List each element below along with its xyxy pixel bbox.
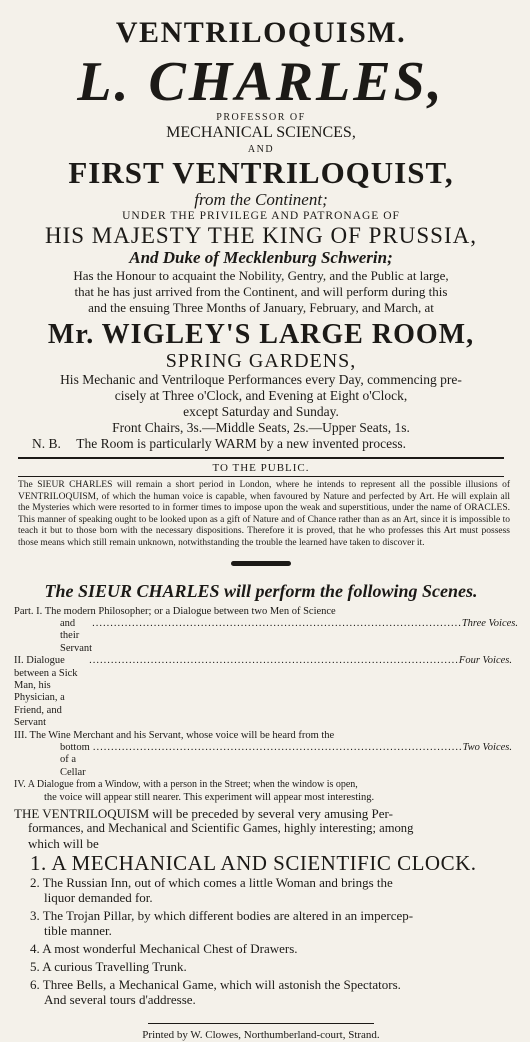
game-line: tible manner. <box>44 923 112 939</box>
from-continent-text: from the Continent; <box>194 190 328 209</box>
voices-count: Three Voices. <box>461 617 519 629</box>
clock-heading: 1. A MECHANICAL AND SCIENTIFIC CLOCK. <box>30 851 477 876</box>
dotted-leader: ...................................................................................................... <box>92 617 462 629</box>
voices-count: Four Voices. <box>458 655 512 667</box>
professor-of-text: PROFESSOR OF <box>216 112 306 123</box>
divider <box>148 1023 374 1024</box>
announcement-line: and the ensuing Three Months of January, February, and March, at <box>88 300 434 315</box>
dotted-leader: ...................................................................................................... <box>89 655 459 667</box>
games-list <box>10 875 512 1007</box>
announcement <box>10 268 512 316</box>
mechanical-sciences-text: MECHANICAL SCIENCES, <box>166 124 356 141</box>
ventriloquism-note <box>10 806 512 851</box>
note-line: formances, and Mechanical and Scientific Games, highly interesting; among <box>28 821 414 836</box>
scenes-title: The SIEUR CHARLES will perform the following Scenes. <box>44 580 478 601</box>
scene-item <box>10 779 512 804</box>
voices-count: Two Voices. <box>462 742 512 754</box>
scene-line: II. Dialogue between a Sick Man, his Physician, a Friend, and Servant <box>14 655 78 729</box>
divider <box>18 476 504 477</box>
game-line: 2. The Russian Inn, out of which comes a little Woman and brings the <box>30 875 393 891</box>
performance-times: His Mechanic and Ventriloque Performances every Day, commencing pre- <box>60 372 462 387</box>
scene-item <box>10 655 512 729</box>
scene-item <box>10 605 519 656</box>
to-public-body: The SIEUR CHARLES will remain a short period in London, where he intends to represent all the possible illusions of VENTRILOQUISM, of which the human voice is capable, when favoured by Nature and perfected by Art. He will explain all the Mysteries which were resorted to in former times to impose upon the weak and superstitious, under the name of ORACLES. This manner of speaking ought to be looked upon as a gift of Nature and of Chance rather than as an Art, since it is impossible to teach it but to those born with the necessary dispositions. Therefore it is proved, that he who professes this Art must possess those means which still remain unknown, notwithstanding the trouble the learned have taken to discover it. <box>18 480 510 548</box>
game-line: And several tours d'addresse. <box>44 992 196 1008</box>
scene-line: bottom of a Cellar <box>60 742 90 778</box>
game-item <box>10 908 512 938</box>
playbill-title: VENTRILOQUISM. <box>115 16 407 49</box>
seat-prices: Front Chairs, 3s.—Middle Seats, 2s.—Upper Seats, 1s. <box>112 420 410 435</box>
game-line: liquor demanded for. <box>44 890 153 906</box>
scene-item <box>10 730 512 780</box>
performance-times: cisely at Three o'Clock, and Evening at Eight o'Clock, <box>114 388 408 403</box>
nota-bene <box>10 436 512 452</box>
scene-line: and their Servant <box>60 617 93 654</box>
nota-bene-label: N. B. <box>32 436 61 451</box>
divider <box>18 457 504 459</box>
game-line: 3. The Trojan Pillar, by which different bodies are altered in an impercep- <box>30 908 414 924</box>
dotted-leader: ...................................................................................................... <box>92 742 463 754</box>
scene-line: the voice will appear still nearer. This experiment will appear most interesting. <box>44 791 375 803</box>
venue-gardens: SPRING GARDENS, <box>165 350 357 372</box>
scene-line: Part. I. The modern Philosopher; or a Dialogue between two Men of Science <box>14 605 336 617</box>
game-item <box>10 875 512 905</box>
game-item <box>10 959 512 974</box>
performance-exceptions: except Saturday and Sunday. <box>183 404 339 419</box>
scene-line: III. The Wine Merchant and his Servant, whose voice will be heard from the <box>14 729 335 741</box>
king-text: HIS MAJESTY THE KING OF PRUSSIA, <box>45 223 477 248</box>
game-item <box>10 977 512 1007</box>
venue-room: Mr. WIGLEY'S LARGE ROOM, <box>47 319 475 350</box>
duke-text: And Duke of Mecklenburg Schwerin; <box>129 248 393 267</box>
privilege-text: UNDER THE PRIVILEGE AND PATRONAGE OF <box>122 210 400 222</box>
note-line: THE VENTRILOQUISM will be preceded by several very amusing Per- <box>14 806 393 822</box>
and-text: AND <box>247 144 275 155</box>
game-line: 5. A curious Travelling Trunk. <box>30 959 187 975</box>
note-line: which will be <box>28 836 99 852</box>
announcement-line: Has the Honour to acquaint the Nobility, Gentry, and the Public at large, <box>73 268 449 283</box>
game-line: 4. A most wonderful Mechanical Chest of Drawers. <box>30 941 298 957</box>
announcement-line: that he has just arrived from the Continent, and will perform during this <box>74 284 448 299</box>
game-line: 6. Three Bells, a Mechanical Game, which will astonish the Spectators. <box>30 977 401 993</box>
ornamental-dash <box>231 561 291 566</box>
scenes-list <box>10 605 519 805</box>
game-item <box>10 941 512 956</box>
nota-bene-text: The Room is particularly WARM by a new invented process. <box>76 436 406 451</box>
printer-imprint: Printed by W. Clowes, Northumberland-court, Strand. <box>142 1029 380 1042</box>
to-public-title: TO THE PUBLIC. <box>212 462 310 474</box>
scene-line: IV. A Dialogue from a Window, with a person in the Street; when the window is open, <box>14 779 358 791</box>
performer-name: L. CHARLES, <box>77 51 445 113</box>
first-ventriloquist-heading: FIRST VENTRILOQUIST, <box>68 155 454 190</box>
